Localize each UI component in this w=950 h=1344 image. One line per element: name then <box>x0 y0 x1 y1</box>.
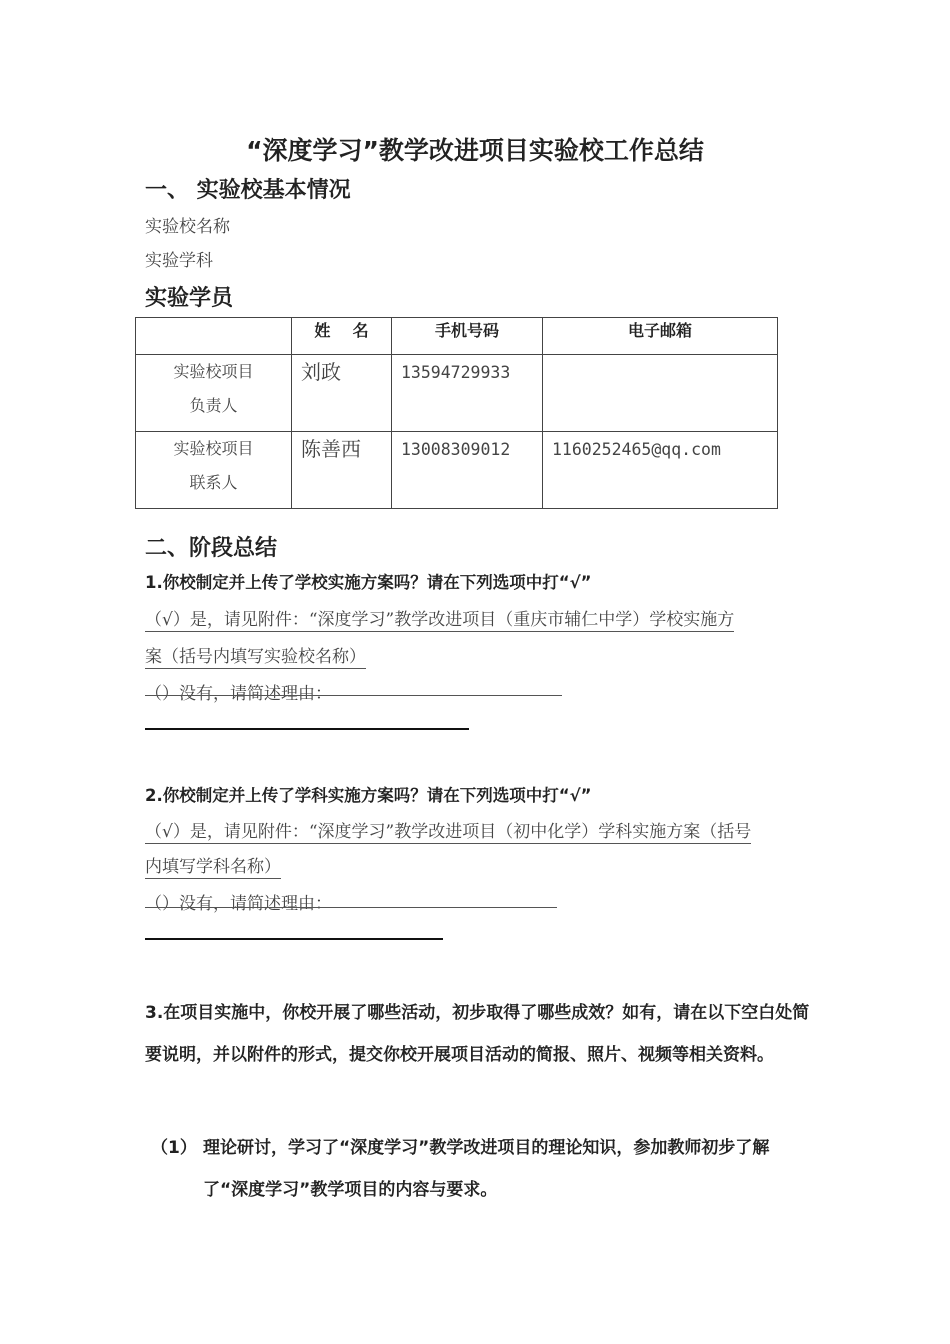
email-cell: 1160252465@qq.com <box>543 432 778 509</box>
members-table <box>135 317 778 509</box>
q2-no-option: （）没有，请简述理由： <box>145 894 332 914</box>
subject-label: 实验学科 <box>145 251 213 271</box>
q3-question: 3.在项目实施中，你校开展了哪些活动，初步取得了哪些成效？如有，请在以下空白处简要说明，并以附件的形式，提交你校开展项目活动的简报、照片、视频等相关资料。 <box>145 1003 810 1065</box>
name-cell: 陈善西 <box>292 432 392 509</box>
phone-cell: 13594729933 <box>392 355 543 432</box>
school-name-label: 实验校名称 <box>145 217 230 237</box>
phone-cell: 13008309012 <box>392 432 543 509</box>
q2-question: 2.你校制定并上传了学科实施方案吗？请在下列选项中打“√” <box>145 786 592 805</box>
item-text: 理论研讨，学习了“深度学习”教学改进项目的理论知识，参加教师初步了解了“深度学习”教学项目的内容与要求。 <box>203 1138 770 1200</box>
document-title: “深度学习”教学改进项目实验校工作总结 <box>246 136 704 165</box>
q1-question: 1.你校制定并上传了学校实施方案吗？请在下列选项中打“√” <box>145 573 592 592</box>
q1-yes-line1: （√）是，请见附件：“深度学习”教学改进项目（重庆市辅仁中学）学校实施方 <box>145 605 734 632</box>
q1-answer-blank <box>145 728 469 730</box>
role-cell <box>136 355 292 432</box>
q1-no-underline <box>145 695 562 696</box>
table-header-name: 姓 名 <box>292 318 392 355</box>
role-line: 负责人 <box>189 396 238 415</box>
q2-no-underline <box>145 907 557 908</box>
email-cell <box>543 355 778 432</box>
section1-heading: 一、 实验校基本情况 <box>145 178 351 203</box>
table-header-phone: 手机号码 <box>392 318 543 355</box>
table-row <box>136 355 778 432</box>
members-heading: 实验学员 <box>145 286 234 311</box>
q2-yes-line1: （√）是，请见附件：“深度学习”教学改进项目（初中化学）学科实施方案（括号 <box>145 817 751 844</box>
section2-heading: 二、阶段总结 <box>145 536 278 561</box>
table-header <box>136 318 292 355</box>
role-line: 实验校项目 <box>173 362 254 381</box>
table-header-row <box>136 318 778 355</box>
role-line: 联系人 <box>189 473 238 492</box>
q1-yes-line2: 案（括号内填写实验校名称） <box>145 642 366 669</box>
item-number: （1） <box>151 1138 197 1158</box>
q2-answer-blank <box>145 938 443 940</box>
table-header-email: 电子邮箱 <box>543 318 778 355</box>
table-row <box>136 432 778 509</box>
name-cell: 刘政 <box>292 355 392 432</box>
role-cell <box>136 432 292 509</box>
role-line: 实验校项目 <box>173 439 254 458</box>
q1-no-option: （）没有，请简述理由： <box>145 684 332 704</box>
q2-yes-line2: 内填写学科名称） <box>145 852 281 879</box>
